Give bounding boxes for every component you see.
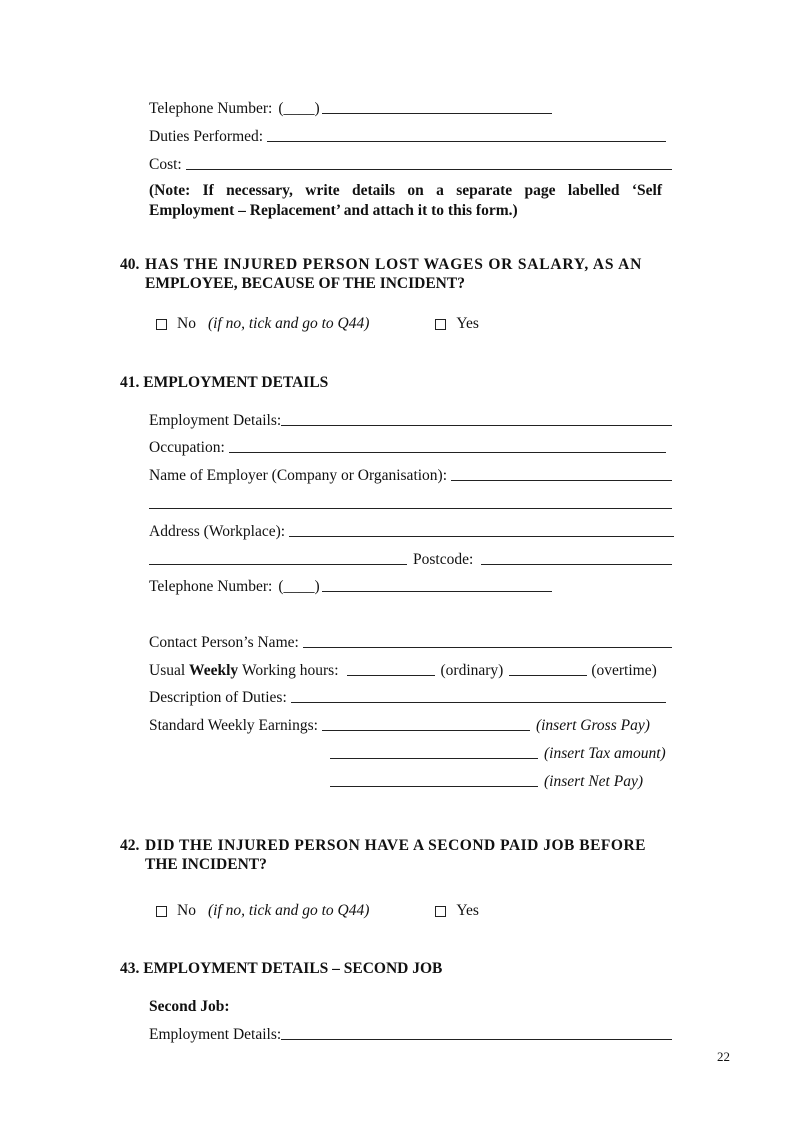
cost-label: Cost: [149, 156, 182, 173]
employer-telephone-label: Telephone Number: [149, 578, 273, 595]
self-employment-note: (Note: If necessary, write details on a separate page labelled ‘Self Employment – Replacement’ and attach it to this form.) [149, 182, 662, 219]
address-row [149, 519, 674, 541]
question-42-number: 42. [120, 837, 140, 854]
duties-label: Duties Performed: [149, 128, 264, 145]
employer-row [149, 463, 672, 485]
ordinary-label: (ordinary) [440, 662, 504, 679]
second-job-employment-details-field[interactable] [281, 1039, 672, 1040]
occupation-row [149, 435, 666, 457]
earnings-tax-row [330, 741, 672, 763]
q40-no-hint: (if no, tick and go to Q44) [207, 315, 370, 332]
occupation-field[interactable] [229, 452, 666, 453]
employer-telephone-row [149, 574, 552, 596]
net-pay-field[interactable] [330, 786, 538, 787]
page-number: 22 [717, 1049, 730, 1064]
employer-field[interactable] [451, 480, 672, 481]
question-41-title: 41. EMPLOYMENT DETAILS [120, 374, 329, 391]
duties-field[interactable] [267, 141, 666, 142]
earnings-gross-row [149, 713, 672, 735]
q42-no-checkbox[interactable] [156, 906, 167, 917]
telephone-area-code[interactable]: (____) [278, 100, 320, 117]
gross-pay-field[interactable] [322, 730, 530, 731]
q40-no-label: No [177, 315, 196, 332]
employment-details-label: Employment Details: [149, 412, 282, 429]
employer-label: Name of Employer (Company or Organisation): [149, 467, 448, 484]
tax-amount-field[interactable] [330, 758, 538, 759]
question-42-options [156, 900, 479, 922]
question-40-number: 40. [120, 256, 140, 273]
net-pay-hint: (insert Net Pay) [544, 773, 644, 790]
overtime-hours-field[interactable] [509, 675, 587, 676]
cost-field[interactable] [186, 169, 672, 170]
question-40 [120, 255, 676, 293]
q42-yes-label: Yes [456, 902, 479, 919]
contact-row [149, 630, 672, 652]
question-43-title: 43. EMPLOYMENT DETAILS – SECOND JOB [120, 960, 443, 977]
telephone-label: Telephone Number: [149, 100, 273, 117]
employer-row-2 [149, 491, 672, 513]
question-40-options [156, 313, 479, 335]
q42-no-label: No [177, 902, 196, 919]
q42-no-hint: (if no, tick and go to Q44) [207, 902, 370, 919]
description-label: Description of Duties: [149, 689, 287, 706]
question-40-title-line1: HAS THE INJURED PERSON LOST WAGES OR SALARY, AS AN [145, 256, 643, 273]
q40-yes-label: Yes [456, 315, 479, 332]
contact-label: Contact Person’s Name: [149, 634, 299, 651]
postcode-label: Postcode: [413, 551, 474, 568]
employer-field-2[interactable] [149, 508, 672, 509]
hours-label-bold: Weekly [189, 662, 239, 679]
tax-amount-hint: (insert Tax amount) [544, 745, 666, 762]
duties-row [149, 124, 666, 146]
employment-details-field[interactable] [281, 425, 672, 426]
address-field-2[interactable] [149, 564, 407, 565]
postcode-row [149, 547, 672, 569]
employer-telephone-field[interactable] [322, 591, 552, 592]
hours-label-post: Working hours: [242, 662, 339, 679]
cost-row [149, 152, 672, 174]
ordinary-hours-field[interactable] [347, 675, 435, 676]
employer-telephone-area-code[interactable]: (____) [278, 578, 320, 595]
telephone-row [149, 96, 552, 118]
description-field[interactable] [291, 702, 666, 703]
question-42 [120, 836, 668, 874]
gross-pay-hint: (insert Gross Pay) [535, 717, 650, 734]
address-label: Address (Workplace): [149, 523, 286, 540]
address-field[interactable] [289, 536, 674, 537]
question-42-title-line1: DID THE INJURED PERSON HAVE A SECOND PAID JOB BEFORE [145, 837, 646, 854]
q42-yes-checkbox[interactable] [435, 906, 446, 917]
telephone-field[interactable] [322, 113, 552, 114]
employment-details-row [149, 408, 672, 430]
question-42-title-line2: THE INCIDENT? [145, 856, 267, 873]
postcode-field[interactable] [481, 564, 672, 565]
q40-yes-checkbox[interactable] [435, 319, 446, 330]
second-job-subtitle: Second Job: [149, 998, 230, 1015]
q40-no-checkbox[interactable] [156, 319, 167, 330]
contact-field[interactable] [303, 647, 672, 648]
second-job-employment-details-label: Employment Details: [149, 1026, 282, 1043]
occupation-label: Occupation: [149, 439, 225, 456]
second-job-employment-details-row [149, 1022, 672, 1044]
earnings-net-row [330, 769, 672, 791]
overtime-label: (overtime) [591, 662, 657, 679]
earnings-label: Standard Weekly Earnings: [149, 717, 318, 734]
hours-label-pre: Usual [149, 662, 186, 679]
description-row [149, 685, 666, 707]
hours-row [149, 658, 672, 680]
question-40-title-line2: EMPLOYEE, BECAUSE OF THE INCIDENT? [145, 275, 465, 292]
